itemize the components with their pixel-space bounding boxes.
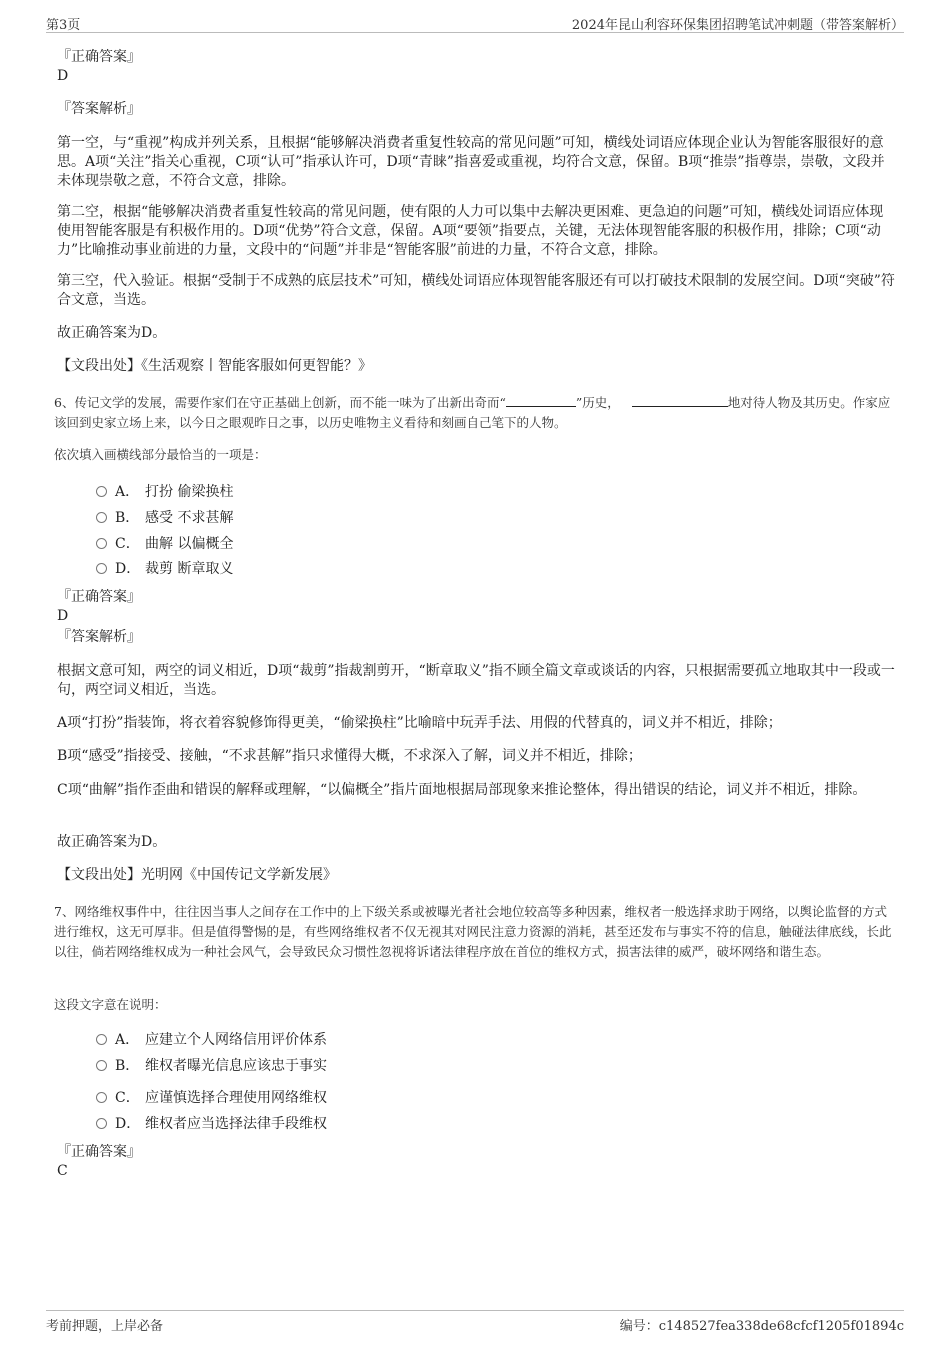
q7-stem: 7、网络维权事件中，往往因当事人之间存在工作中的上下级关系或被曝光者社会地位较高等多种因素，维权者一般选择求助于网络，以舆论监督的方式进行维权，这无可厚非。但是值得警惕的是，有些网络维权者不仅无视其对网民注意力资源的消耗，甚至还发布与事实不符的信息，触碰法律底线，长此以往，倘若网络维权成为一种社会风气，会导致民众习惯性忽视将诉诸法律程序放在首位的维权方式，损害法律的威严，破坏网络和谐生态。 bbox=[54, 904, 892, 959]
q6-option-b[interactable]: B． 感受 不求甚解 bbox=[96, 508, 233, 528]
q6-stem bbox=[54, 393, 899, 433]
q6-analysis-p3: B项“感受”指接受、接触，“不求甚解”指只求懂得大概，不求深入了解，词义并不相近，排除； bbox=[57, 748, 642, 764]
q6-option-c[interactable]: C． 曲解 以偏概全 bbox=[96, 534, 233, 554]
q6-stem-part-3: 地对待人物及其历史。作家应该回到史家立场上来，以今日之眼观昨日之事，以历史唯物主义看待和刻画自己笔下的人物。 bbox=[54, 395, 891, 430]
q6-blank-2 bbox=[632, 394, 728, 407]
q5-analysis-label: 『答案解析』 bbox=[57, 101, 141, 117]
document-code: 编号：c148527fea338de68cfcf1205f01894c bbox=[619, 1319, 904, 1334]
q6-analysis-p2: A项“打扮”指装饰，将衣着容貌修饰得更美，“偷梁换柱”比喻暗中玩弄手法、用假的代替真的，词义并不相近，排除； bbox=[57, 715, 782, 731]
q6-answer-label: 『正确答案』 bbox=[57, 589, 141, 605]
radio-icon[interactable] bbox=[96, 486, 107, 497]
q5-answer: D bbox=[57, 68, 69, 84]
q7-prompt: 这段文字意在说明： bbox=[54, 997, 167, 1012]
q6-blank-1 bbox=[506, 394, 576, 407]
q7-answer: C bbox=[57, 1163, 68, 1179]
radio-icon[interactable] bbox=[96, 1092, 107, 1103]
q6-option-d[interactable]: D． 裁剪 断章取义 bbox=[96, 559, 233, 579]
q5-analysis-p3: 第三空，代入验证。根据“受制于不成熟的底层技术”可知，横线处词语应体现智能客服还有可以打破技术限制的发展空间。D项“突破”符合文意，当选。 bbox=[57, 273, 895, 308]
q7-option-b[interactable]: B． 维权者曝光信息应该忠于事实 bbox=[96, 1056, 327, 1076]
q6-stem-part-2: ”历史， bbox=[575, 395, 620, 410]
q5-answer-label: 『正确答案』 bbox=[57, 49, 141, 65]
q5-analysis-p2: 第二空，根据“能够解决消费者重复性较高的常见问题，使有限的人力可以集中去解决更困难、更急迫的问题”可知，横线处词语应体现使用智能客服是有积极作用的。D项“优势”符合文意，保留。A项“要领”指要点，关键，无法体现智能客服的积极作用，排除；C项“动力”比喻推动事业前进的力量，文段中的“问题”并非是“智能客服”前进的力量，不符合文意，排除。 bbox=[57, 204, 884, 258]
document-title: 2024年昆山利容环保集团招聘笔试冲刺题（带答案解析） bbox=[571, 18, 904, 33]
radio-icon[interactable] bbox=[96, 1118, 107, 1129]
q6-source: 【文段出处】光明网《中国传记文学新发展》 bbox=[57, 867, 337, 883]
q7-answer-label: 『正确答案』 bbox=[57, 1144, 141, 1160]
q6-option-a[interactable]: A． 打扮 偷梁换柱 bbox=[96, 482, 233, 502]
radio-icon[interactable] bbox=[96, 563, 107, 574]
q6-analysis-p4: C项“曲解”指作歪曲和错误的解释或理解，“以偏概全”指片面地根据局部现象来推论整体，得出错误的结论，词义并不相近，排除。 bbox=[57, 782, 867, 798]
q6-analysis-label: 『答案解析』 bbox=[57, 629, 141, 645]
q6-answer: D bbox=[57, 608, 69, 624]
page-number: 第3页 bbox=[46, 18, 81, 33]
q6-conclusion: 故正确答案为D。 bbox=[57, 834, 167, 850]
radio-icon[interactable] bbox=[96, 538, 107, 549]
q7-option-a[interactable]: A． 应建立个人网络信用评价体系 bbox=[96, 1030, 327, 1050]
q5-conclusion: 故正确答案为D。 bbox=[57, 325, 167, 341]
footer-slogan: 考前押题，上岸必备 bbox=[46, 1319, 164, 1334]
q6-analysis-p1: 根据文意可知，两空的词义相近，D项“裁剪”指裁割剪开，“断章取义”指不顾全篇文章或谈话的内容，只根据需要孤立地取其中一段或一句，两空词义相近，当选。 bbox=[57, 663, 895, 698]
page-footer bbox=[46, 1310, 904, 1335]
page-header bbox=[46, 12, 904, 33]
q5-source: 【文段出处】《生活观察丨智能客服如何更智能？》 bbox=[57, 358, 372, 374]
radio-icon[interactable] bbox=[96, 1060, 107, 1071]
radio-icon[interactable] bbox=[96, 512, 107, 523]
q5-analysis-p1: 第一空，与“重视”构成并列关系，且根据“能够解决消费者重复性较高的常见问题”可知，横线处词语应体现企业认为智能客服很好的意思。A项“关注”指关心重视，C项“认可”指承认许可，D项“青睐”指喜爱或重视，均符合文意，保留。B项“推崇”指尊崇，崇敬，文段并未体现崇敬之意，不符合文意，排除。 bbox=[57, 135, 885, 189]
radio-icon[interactable] bbox=[96, 1034, 107, 1045]
q6-prompt: 依次填入画横线部分最恰当的一项是： bbox=[54, 447, 267, 462]
q6-stem-part-1: 6、传记文学的发展，需要作家们在守正基础上创新，而不能一味为了出新出奇而“ bbox=[54, 395, 506, 410]
q7-option-c[interactable]: C． 应谨慎选择合理使用网络维权 bbox=[96, 1088, 327, 1108]
q7-option-d[interactable]: D． 维权者应当选择法律手段维权 bbox=[96, 1114, 327, 1134]
